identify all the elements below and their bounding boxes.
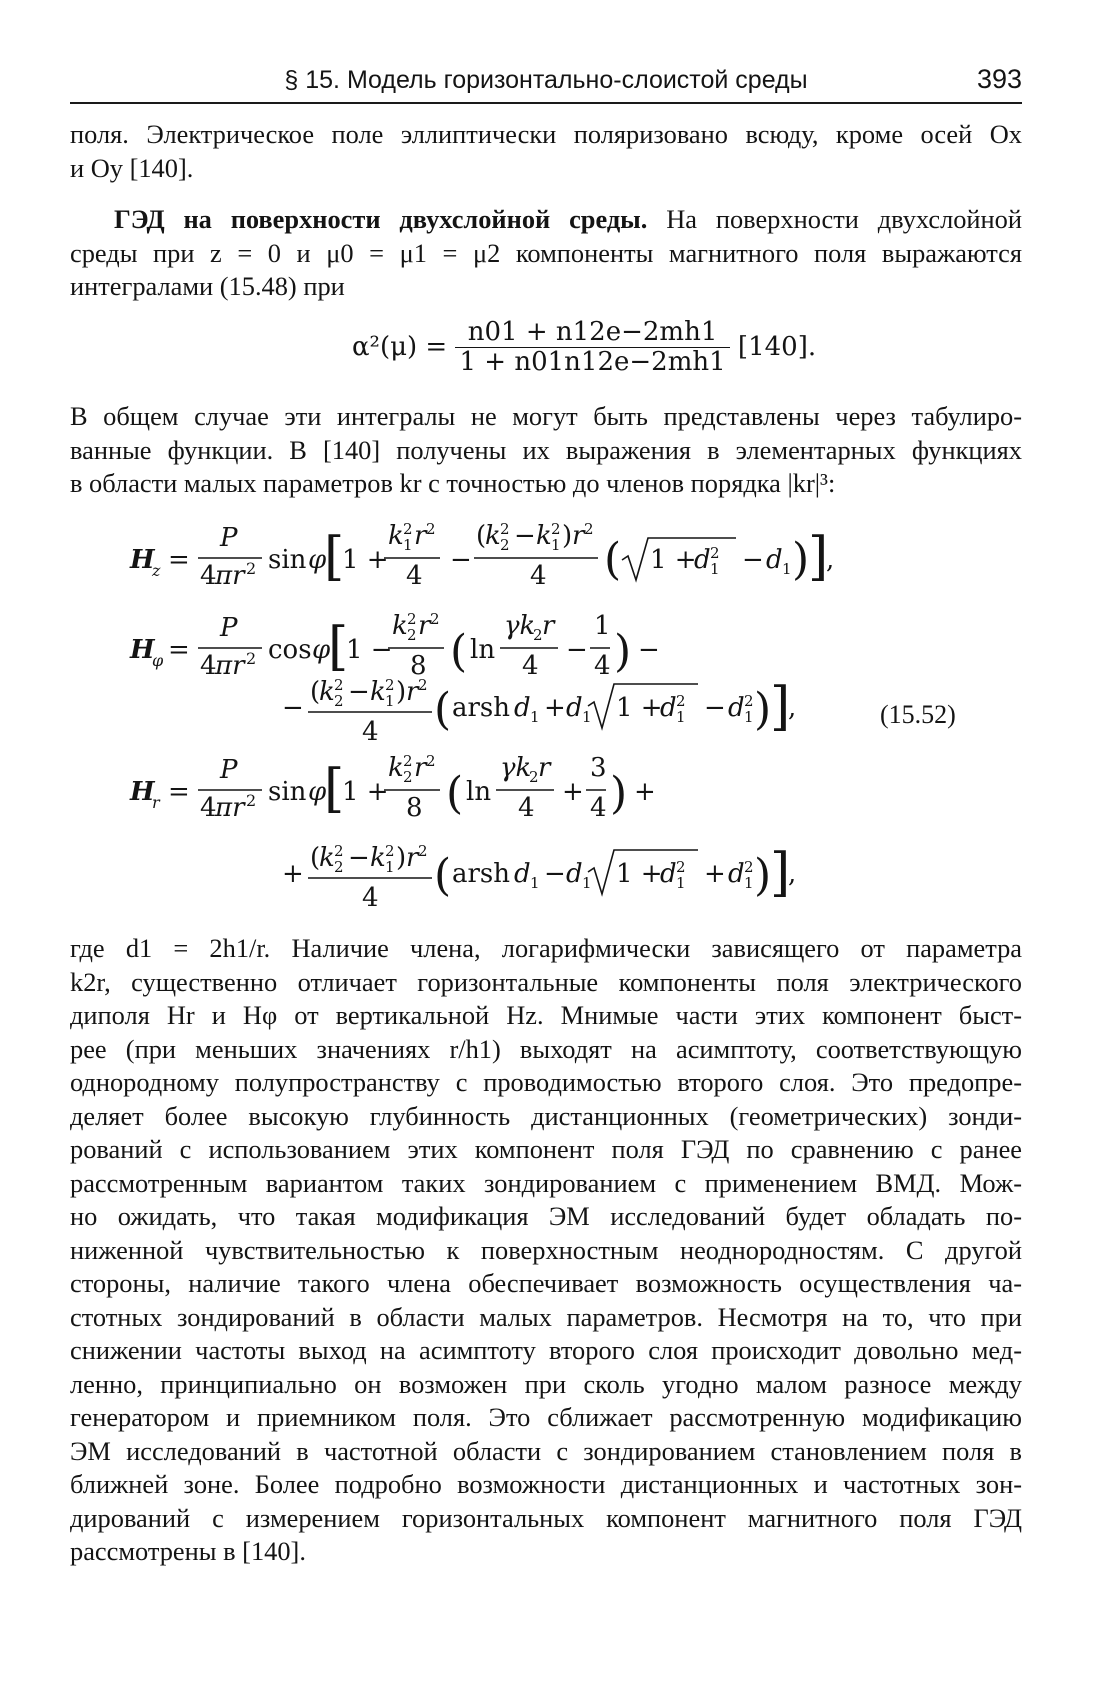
svg-text:2: 2 [426, 520, 436, 538]
formula-reference: [140]. [737, 332, 817, 363]
svg-text:(: ( [450, 626, 468, 677]
svg-text:−: − [348, 843, 370, 873]
text-line: но ожидать, что такая модификация ЭМ исследований будет обладать по- [70, 1201, 1022, 1231]
svg-text:4: 4 [200, 561, 217, 591]
svg-text:φ: φ [312, 635, 331, 665]
svg-text:1: 1 [782, 560, 792, 578]
svg-text:r: r [414, 521, 427, 551]
intro-paragraph [70, 118, 1022, 185]
svg-text:−: − [566, 635, 588, 665]
svg-text:1: 1 [594, 611, 611, 641]
formula-denominator: 1 + n01n12e−2mh1 [459, 346, 726, 377]
svg-text:2: 2 [418, 842, 428, 860]
formula-fraction [455, 318, 729, 376]
svg-text:]: ] [770, 843, 791, 903]
svg-text:r: r [414, 753, 427, 783]
svg-text:z: z [152, 561, 161, 580]
svg-text:−: − [514, 521, 536, 551]
svg-text:+: + [634, 777, 656, 807]
svg-text:4: 4 [406, 561, 423, 591]
text-line: диполя Hr и Hφ от вертикальной Hz. Мнимые части этих компонент быст- [70, 1000, 1022, 1030]
svg-text:4: 4 [518, 793, 535, 823]
svg-text:k: k [388, 521, 404, 551]
section-paragraph [70, 203, 1022, 304]
svg-text:k: k [370, 677, 386, 707]
running-header [70, 60, 1022, 100]
svg-text:k: k [485, 521, 501, 551]
svg-text:2: 2 [676, 692, 686, 710]
svg-text:(: ( [434, 850, 452, 901]
svg-text:−: − [742, 545, 764, 575]
text-line: рассмотренным вариантом таких зондированием с применением ВМД. Мож- [70, 1167, 1022, 1198]
svg-text:1: 1 [744, 874, 754, 892]
svg-text:r: r [152, 793, 160, 812]
svg-text:2: 2 [430, 610, 440, 628]
svg-text:(: ( [446, 768, 464, 819]
formula-numerator: n01 + n12e−2mh1 [455, 318, 729, 348]
svg-text:k: k [319, 843, 335, 873]
svg-text:k: k [319, 677, 335, 707]
svg-text:2: 2 [246, 649, 257, 668]
svg-text:φ: φ [308, 777, 327, 807]
svg-text:+: + [704, 859, 726, 889]
svg-text:2: 2 [533, 626, 543, 644]
svg-text:4: 4 [594, 651, 611, 681]
svg-text:1: 1 [403, 536, 413, 554]
svg-text:1: 1 [582, 708, 592, 726]
svg-text:1 +: 1 + [650, 545, 697, 575]
svg-text:2: 2 [426, 752, 436, 770]
svg-text:1 +: 1 + [342, 777, 389, 807]
svg-text:k: k [392, 611, 408, 641]
svg-text:r: r [406, 677, 419, 707]
svg-text:1 +: 1 + [342, 545, 389, 575]
text-line: ленно, принципиально он возможен при сколь угодно малом разносе между [70, 1368, 1022, 1399]
svg-text:,: , [826, 545, 835, 575]
svg-text:−: − [544, 859, 566, 889]
svg-text:2: 2 [334, 842, 344, 860]
svg-text:1: 1 [676, 708, 686, 726]
svg-text:d: d [514, 859, 531, 889]
svg-text:=: = [168, 635, 190, 665]
header-title: § 15. Модель горизонтально-слоистой среды [284, 66, 808, 94]
text-line: стотных зондирований в области малых параметров. Несмотря на то, что при [70, 1301, 1022, 1332]
svg-text:2: 2 [334, 692, 344, 710]
svg-text:1: 1 [744, 708, 754, 726]
svg-text:2: 2 [529, 768, 539, 786]
svg-text:): ) [610, 768, 628, 819]
svg-text:1 −: 1 − [346, 635, 393, 665]
svg-text:4: 4 [590, 793, 607, 823]
svg-text:): ) [792, 534, 810, 585]
svg-text:2: 2 [403, 752, 413, 770]
equation-hz [129, 520, 834, 591]
text-line: среды при z = 0 и μ0 = μ1 = μ2 компоненты магнитного поля выражаются [70, 237, 1022, 268]
svg-text:r: r [538, 753, 551, 783]
svg-text:−: − [282, 693, 304, 723]
svg-text:k: k [370, 843, 386, 873]
svg-text:φ: φ [308, 545, 327, 575]
svg-text:8: 8 [406, 793, 423, 823]
svg-text:arsh: arsh [452, 859, 511, 889]
svg-text:sin: sin [268, 545, 307, 575]
svg-text:d: d [566, 859, 583, 889]
text-line: ЭМ исследований в частотной области с зондированием становлением поля в [70, 1435, 1022, 1466]
svg-text:γk: γk [504, 611, 536, 641]
text-line: k2r, существенно отличает горизонтальные компоненты поля электрического [70, 966, 1022, 997]
text-line: где d1 = 2h1/r. Наличие члена, логарифмически зависящего от параметра [70, 933, 1022, 963]
svg-text:2: 2 [403, 768, 413, 786]
header-rule [70, 102, 1022, 104]
svg-text:+: + [544, 693, 566, 723]
svg-text:2: 2 [584, 520, 594, 538]
svg-text:[: [ [324, 759, 345, 819]
svg-text:1: 1 [530, 874, 540, 892]
text-line: рее (при меньших значениях r/h1) выходят на асимптоту, соответствующую [70, 1033, 1022, 1064]
text-line: и Oy [140]. [70, 152, 194, 183]
equation-hr [129, 752, 796, 913]
text-line: ванные функции. В [140] получены их выражения в элементарных функциях [70, 434, 1022, 465]
text-line [70, 203, 1022, 237]
svg-text:2: 2 [500, 536, 510, 554]
svg-text:arsh: arsh [452, 693, 511, 723]
svg-text:1: 1 [582, 874, 592, 892]
svg-text:1: 1 [530, 708, 540, 726]
text-line: генератором и приемником поля. Это сближает рассмотренную модификацию [70, 1402, 1022, 1432]
text-line: дирований с измерением горизонтальных компонент магнитного поля ГЭД [70, 1502, 1022, 1533]
svg-text:πr: πr [215, 793, 245, 823]
text-line: в области малых параметров kr с точностью до членов порядка |kr|³: [70, 468, 836, 498]
equation-number: (15.52) [880, 700, 956, 729]
svg-text:[: [ [328, 617, 349, 677]
svg-text:d: d [660, 859, 677, 889]
text-line: рассмотрены в [140]. [70, 1536, 306, 1566]
svg-text:4: 4 [200, 651, 217, 681]
text-line: снижении частоты выход на асимптоту второго слоя происходит довольно мед- [70, 1335, 1022, 1365]
svg-text:2: 2 [500, 520, 510, 538]
svg-text:1 +: 1 + [616, 693, 663, 723]
svg-text:2: 2 [418, 676, 428, 694]
svg-text:−: − [450, 545, 472, 575]
svg-text:4: 4 [530, 561, 547, 591]
svg-text:1: 1 [710, 560, 720, 578]
svg-text:2: 2 [710, 544, 720, 562]
svg-text:2: 2 [334, 676, 344, 694]
svg-text:(: ( [476, 521, 487, 551]
svg-text:1 +: 1 + [616, 859, 663, 889]
svg-text:k: k [536, 521, 552, 551]
svg-text:8: 8 [410, 651, 427, 681]
svg-text:πr: πr [215, 651, 245, 681]
svg-text:+: + [282, 859, 304, 889]
svg-text:πr: πr [215, 561, 245, 591]
text-fragment: На поверхности двухслойной [666, 204, 1022, 234]
svg-text:1: 1 [385, 858, 395, 876]
svg-text:d: d [766, 545, 783, 575]
svg-text:−: − [638, 635, 660, 665]
text-line: однородному полупространству с проводимостью второго слоя. Это предопре- [70, 1067, 1022, 1097]
svg-text:γk: γk [500, 753, 532, 783]
svg-text:2: 2 [385, 842, 395, 860]
page-number: 393 [976, 64, 1022, 94]
svg-text:): ) [562, 521, 573, 551]
svg-text:d: d [728, 859, 745, 889]
svg-text:−: − [348, 677, 370, 707]
svg-text:ln: ln [470, 635, 496, 665]
svg-text:d: d [694, 545, 711, 575]
svg-text:r: r [406, 843, 419, 873]
svg-text:1: 1 [551, 536, 561, 554]
svg-text:cos: cos [268, 635, 312, 665]
svg-text:sin: sin [268, 777, 307, 807]
equation-system-15-52 [120, 508, 1000, 918]
svg-text:r: r [572, 521, 585, 551]
svg-text:2: 2 [246, 791, 257, 810]
svg-text:): ) [614, 626, 632, 677]
svg-text:ln: ln [466, 777, 492, 807]
svg-text:): ) [754, 684, 772, 735]
svg-text:2: 2 [334, 858, 344, 876]
svg-text:P: P [220, 755, 238, 785]
text-line: ближней зоне. Более подробно возможности дистанционных и частотных зон- [70, 1469, 1022, 1499]
svg-text:(: ( [310, 677, 321, 707]
svg-text:4: 4 [362, 883, 379, 913]
svg-text:2: 2 [403, 520, 413, 538]
svg-text:2: 2 [744, 858, 754, 876]
svg-text:): ) [754, 850, 772, 901]
svg-text:2: 2 [407, 626, 417, 644]
equation-hphi [129, 610, 796, 747]
svg-text:4: 4 [200, 793, 217, 823]
svg-text:2: 2 [407, 610, 417, 628]
svg-text:r: r [418, 611, 431, 641]
svg-text:[: [ [324, 527, 345, 587]
svg-text:d: d [660, 693, 677, 723]
svg-text:d: d [566, 693, 583, 723]
svg-text:(: ( [604, 534, 622, 585]
text-line: рований с использованием этих компонент поля ГЭД по сравнению с ранее [70, 1134, 1022, 1164]
svg-text:φ: φ [152, 651, 164, 670]
svg-text:=: = [168, 777, 190, 807]
svg-text:4: 4 [522, 651, 539, 681]
svg-text:H: H [130, 635, 155, 665]
svg-text:3: 3 [590, 753, 607, 783]
svg-text:P: P [220, 613, 238, 643]
section-heading: ГЭД на поверхности двухслойной среды. [114, 204, 648, 234]
svg-text:2: 2 [246, 559, 257, 578]
svg-text:r: r [542, 611, 555, 641]
formula-alpha [352, 318, 816, 376]
svg-text:−: − [704, 693, 726, 723]
svg-text:(: ( [310, 843, 321, 873]
svg-text:]: ] [808, 527, 829, 587]
svg-text:d: d [728, 693, 745, 723]
svg-text:(: ( [434, 684, 452, 735]
svg-text:): ) [396, 677, 407, 707]
svg-text:2: 2 [385, 676, 395, 694]
text-line: деляет более высокую глубинность дистанционных (геометрических) зонди- [70, 1100, 1022, 1131]
text-line: ниженной чувствительностью к поверхностным неоднородностям. С другой [70, 1234, 1022, 1265]
svg-text:,: , [788, 859, 797, 889]
text-line: интегралами (15.48) при [70, 271, 345, 301]
svg-text:,: , [788, 693, 797, 723]
paragraph-3 [70, 932, 1022, 1569]
svg-text:H: H [130, 545, 155, 575]
svg-text:2: 2 [676, 858, 686, 876]
text-line: стороны, наличие такого члена обеспечивает возможность осуществления ча- [70, 1268, 1022, 1298]
svg-text:H: H [130, 777, 155, 807]
paragraph-2 [70, 400, 1022, 501]
svg-text:1: 1 [676, 874, 686, 892]
svg-text:2: 2 [551, 520, 561, 538]
text-line: В общем случае эти интегралы не могут быть представлены через табулиро- [70, 401, 1022, 431]
text-line: поля. Электрическое поле эллиптически поляризовано всюду, кроме осей Ox [70, 119, 1022, 149]
svg-text:P: P [220, 523, 238, 553]
formula-lhs: α²(μ) = [352, 332, 448, 363]
svg-text:d: d [514, 693, 531, 723]
svg-text:]: ] [770, 677, 791, 737]
svg-text:2: 2 [744, 692, 754, 710]
svg-text:k: k [388, 753, 404, 783]
svg-text:+: + [562, 777, 584, 807]
svg-text:=: = [168, 545, 190, 575]
svg-text:4: 4 [362, 717, 379, 747]
svg-text:1: 1 [385, 692, 395, 710]
svg-text:): ) [396, 843, 407, 873]
